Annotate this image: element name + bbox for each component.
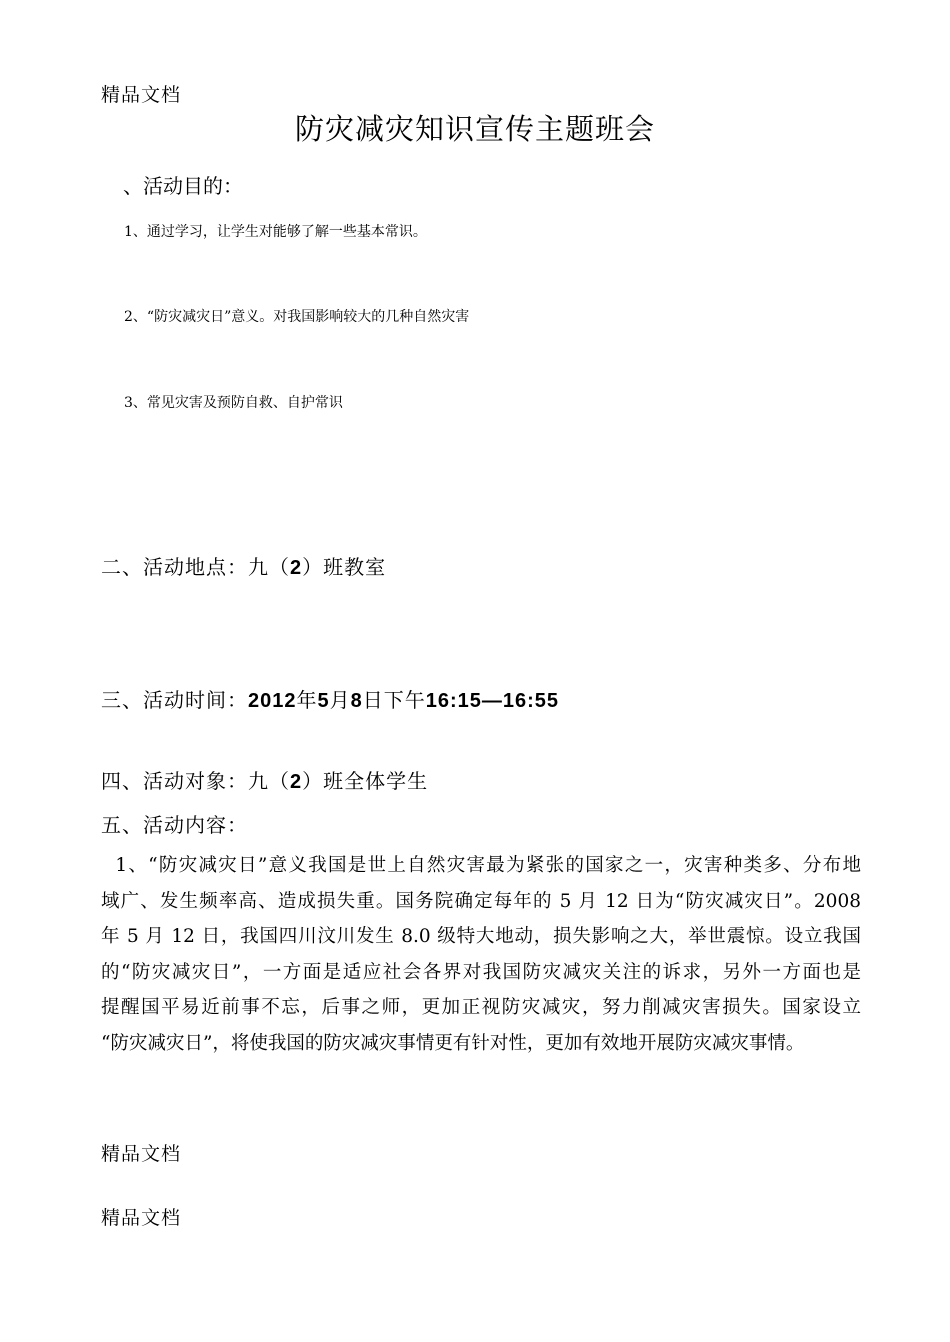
content-paragraph [101, 848, 861, 1062]
day-char: 日下午 [362, 688, 426, 712]
content-line-3: 年 5 月 12 日，我国四川汶川发生 8.0 级特大地动，损失影响之大，举世震惊。设立我国 [101, 926, 861, 948]
time-range: 16:15—16:55 [425, 690, 560, 712]
content-line-2: 域广、发生频率高、造成损失重。国务院确定每年的 5 月 12 日为“防灾减灾日”。2008 [101, 890, 861, 912]
objective-item-1: 1、通过学习，让学生对能够了解一些基本常识。 [124, 224, 427, 240]
month-char: 月 [329, 688, 351, 712]
watermark-bottom-1: 精品文档 [101, 1143, 182, 1165]
section-location-label: 二、活动地点：九（ [101, 555, 290, 579]
section-audience-label: 四、活动对象：九（ [101, 769, 290, 793]
section-objectives-heading: 、活动目的： [123, 174, 243, 198]
class-number: 2 [290, 557, 303, 579]
section-content-heading: 五、活动内容： [101, 813, 248, 837]
audience-class-number: 2 [290, 771, 303, 793]
content-line-6: “防灾减灾日”，将使我国的防灾减灾事情更有针对性，更加有效地开展防灾减灾事情。 [101, 1032, 805, 1054]
objective-item-3: 3、常见灾害及预防自救、自护常识 [124, 395, 343, 411]
section-time-label: 三、活动时间： [101, 688, 248, 712]
section-location [101, 551, 386, 580]
section-location-rest: ）班教室 [302, 555, 387, 579]
page-title: 防灾减灾知识宣传主题班会 [294, 112, 655, 146]
section-time [101, 684, 559, 713]
content-line-5: 提醒国平易近前事不忘，后事之师，更加正视防灾减灾，努力削减灾害损失。国家设立 [101, 997, 861, 1019]
watermark-top: 精品文档 [101, 84, 182, 106]
day-value: 8 [350, 690, 363, 712]
year-value: 2012 [248, 690, 297, 712]
year-char: 年 [296, 688, 318, 712]
content-line-1: 1、“防灾减灾日”意义我国是世上自然灾害最为紧张的国家之一，灾害种类多、分布地 [101, 855, 861, 876]
month-value: 5 [317, 690, 330, 712]
section-audience [101, 765, 428, 794]
watermark-bottom-2: 精品文档 [101, 1207, 182, 1229]
section-audience-rest: ）班全体学生 [302, 769, 429, 793]
content-line-4: 的“防灾减灾日”，一方面是适应社会各界对我国防灾减灾关注的诉求，另外一方面也是 [101, 961, 861, 983]
objective-item-2: 2、“防灾减灾日”意义。对我国影响较大的几种自然灾害 [124, 309, 470, 325]
